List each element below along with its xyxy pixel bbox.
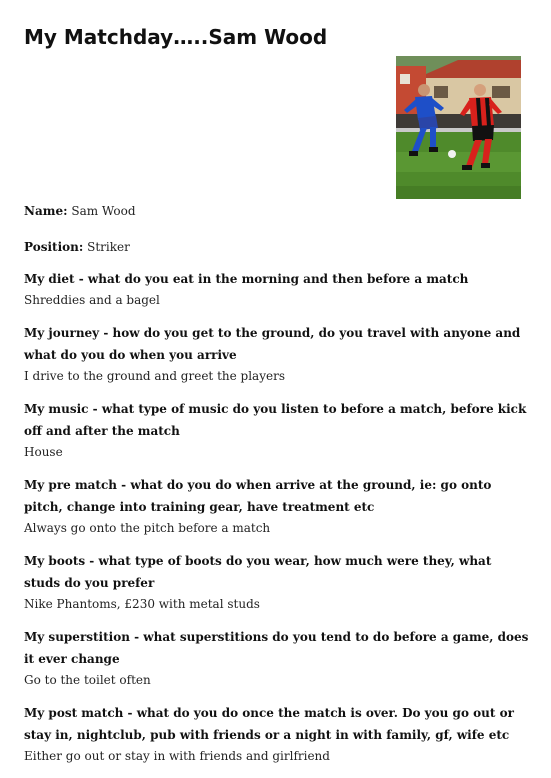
matchday-content [24,202,529,766]
position-value: Striker [87,240,130,254]
qa-journey [24,322,529,386]
qa-boots [24,550,529,614]
qa-diet [24,268,529,310]
question-pre-match: My pre match - what do you do when arrive at the ground, ie: go onto pitch, change into training gear, have treatment etc [24,478,492,514]
name-field [24,202,529,220]
page-title: My Matchday…..Sam Wood [24,25,328,49]
answer-pre-match: Always go onto the pitch before a match [24,521,271,535]
question-diet: My diet - what do you eat in the morning and then before a match [24,272,469,286]
question-music: My music - what type of music do you listen to before a match, before kick off and after the match [24,402,527,438]
player-photo [396,56,521,199]
position-label: Position: [24,240,84,254]
name-label: Name: [24,204,68,218]
answer-boots: Nike Phantoms, £230 with metal studs [24,597,260,611]
question-boots: My boots - what type of boots do you wear, how much were they, what studs do you prefer [24,554,492,590]
qa-pre-match [24,474,529,538]
question-post-match: My post match - what do you do once the match is over. Do you go out or stay in, nightclub, pub with friends or a night in with family, gf, wife etc [24,706,514,742]
name-value: Sam Wood [71,204,136,218]
qa-music [24,398,529,462]
question-superstition: My superstition - what superstitions do you tend to do before a game, does it ever change [24,630,529,666]
qa-superstition [24,626,529,690]
position-field [24,238,529,256]
answer-superstition: Go to the toilet often [24,673,151,687]
qa-post-match [24,702,529,766]
answer-post-match: Either go out or stay in with friends and girlfriend [24,749,330,763]
answer-diet: Shreddies and a bagel [24,293,160,307]
question-journey: My journey - how do you get to the ground, do you travel with anyone and what do you do when you arrive [24,326,521,362]
answer-music: House [24,445,63,459]
answer-journey: I drive to the ground and greet the players [24,369,285,383]
